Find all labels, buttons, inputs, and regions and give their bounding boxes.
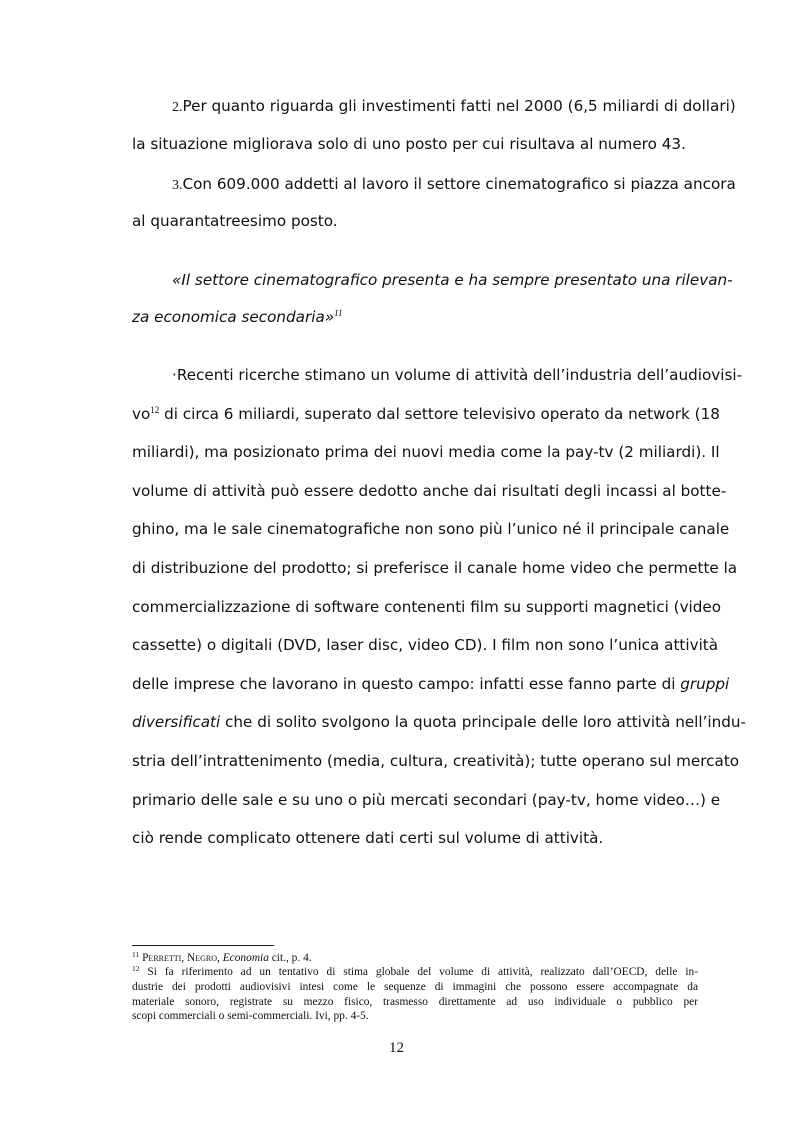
paragraph-line: volume di attività può essere dedotto anche dai risultati degli incassi al botte- — [132, 482, 727, 500]
paragraph-line: stria dell’intrattenimento (media, cultura, creatività); tutte operano sul mercato — [132, 752, 740, 770]
paragraph-line: $vo^{12}$ di circa 6 miliardi, superato dal settore televisivo operato da network (18 — [132, 405, 720, 423]
paragraph-line: ·Recenti ricerche stimano un volume di attività dell’industria dell’audiovisi- — [172, 366, 743, 384]
footnote-ref-12: 12 — [150, 405, 160, 415]
paragraph-line: primario delle sale e su uno o più mercati secondari (pay-tv, home video…) e — [132, 791, 721, 809]
paragraph-line: ciò rende complicato ottenere dati certi sul volume di attività. — [132, 829, 604, 847]
page-number: 12 — [389, 1040, 404, 1056]
list-item-number: 2. — [172, 100, 183, 115]
list-item-3-line-2: al quarantatreesimo posto. — [132, 212, 338, 230]
paragraph-line: ghino, ma le sale cinematografiche non sono più l’unico né il principale canale — [132, 520, 730, 538]
list-item-text: Per quanto riguarda gli investimenti fatti nel 2000 (6,5 miliardi di dollari) — [182, 97, 736, 115]
paragraph-line: cassette) o digitali (DVD, laser disc, video CD). I film non sono l’unica attività — [132, 636, 719, 654]
list-item-number: 3. — [172, 178, 183, 193]
paragraph-line: commercializzazione di software contenenti film su supporti magnetici (video — [132, 598, 722, 616]
quote-line-1: «Il settore cinematografico presenta e ha sempre presentato una rilevan- — [172, 271, 733, 289]
footnote-title: Economia — [222, 952, 269, 964]
emphasis: diversificati — [132, 713, 221, 731]
footnote-number: 11 — [132, 950, 140, 959]
list-item-3-line-1 — [172, 174, 736, 196]
paragraph-line: miliardi), ma posizionato prima dei nuovi media come la pay-tv (2 miliardi). Il — [132, 443, 720, 461]
paragraph-line: di distribuzione del prodotto; si preferisce il canale home video che permette la — [132, 559, 738, 577]
footnote-11: $^{11}$ Perretti, Negro, Economia cit., p. 4. — [132, 950, 312, 964]
footnote-number: 12 — [132, 964, 140, 973]
quote-text: za economica secondaria» — [132, 308, 335, 326]
footnote-divider — [132, 945, 274, 946]
paragraph-line: delle imprese che lavorano in questo campo: infatti esse fanno parte di gruppi — [132, 675, 730, 693]
footnote-12-line: dustrie dei prodotti audiovisivi intesi come le sequenze di immagini che possono essere accompagnate da — [132, 981, 698, 993]
footnote-authors: Perretti, Negro, — [142, 952, 220, 964]
list-item-2-line-1 — [172, 96, 736, 118]
footnote-12-line: scopi commerciali o semi-commerciali. Ivi, pp. 4-5. — [132, 1010, 369, 1022]
quote-line-2 — [132, 307, 698, 327]
emphasis: gruppi — [680, 675, 730, 693]
footnote-12-line: $^{12}$ Si fa riferimento ad un tentativo di stima globale del volume di attività, realizzato dall’OECD, delle in- — [132, 964, 698, 978]
paragraph-line: diversificati che di solito svolgono la quota principale delle loro attività nell’indu- — [132, 713, 747, 731]
footnote-12-line: materiale sonoro, registrate su mezzo fisico, trasmesso direttamente ad uso individuale o pubblico per — [132, 996, 698, 1008]
list-item-2-line-2: la situazione migliorava solo di uno posto per cui risultava al numero 43. — [132, 135, 686, 153]
list-item-text: Con 609.000 addetti al lavoro il settore cinematografico si piazza ancora — [182, 175, 736, 193]
footnote-ref-11: 11 — [334, 308, 343, 318]
